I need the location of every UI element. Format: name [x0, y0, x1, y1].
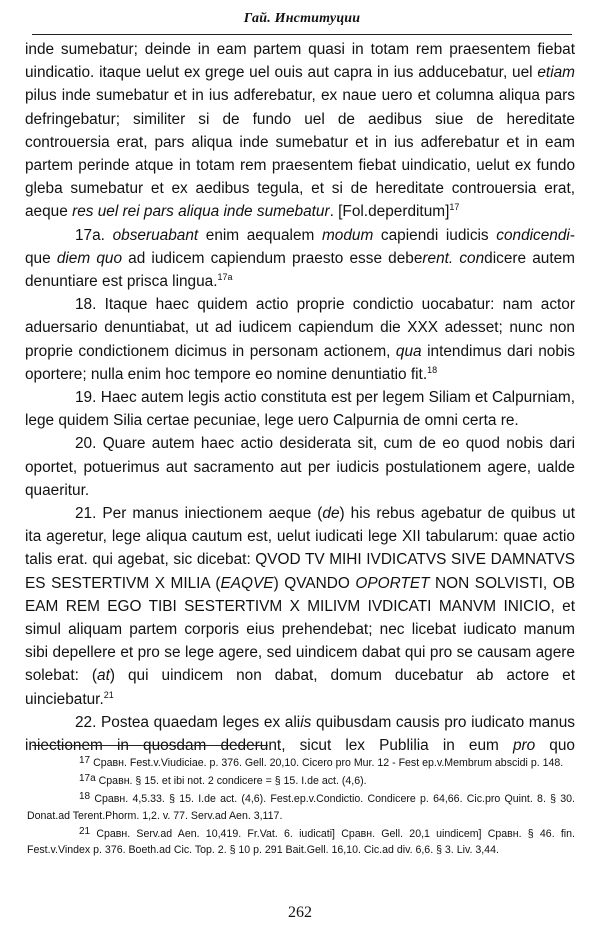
footnotes	[27, 755, 575, 860]
text-run: capiendi iudicis	[373, 226, 497, 244]
text-run: 19. Haec autem legis actio constituta est per legem Siliam et Calpurniam, lege quidem Silia certae pecuniae, lege uero Calpurnia de omni certa re.	[25, 389, 575, 430]
text-run: intendimus dari nobis oportere; nulla enim hoc tempore eo nomine denuntiatio fit.	[25, 342, 575, 383]
text-run: quo	[535, 737, 575, 755]
italic-text: res uel rei pars aliqua inde sumebatur	[72, 203, 330, 221]
text-run: ad iudicem capiendum praesto esse debe	[122, 249, 423, 267]
italic-text: is	[300, 713, 312, 731]
footnote-reference: 17	[449, 202, 460, 213]
italic-text: at	[97, 667, 110, 685]
text-run: pilus inde sumebatur et in ius adferebatur, ex naue uero et columna aliqua pars defringebatur; similiter si de fundo uel de aedibus siue de hereditate controuersia erat, pars aliqua inde sumebatur et in ius adferebatur et in eam partem perinde atque in totam rem praesentem fiebat uindicatio, uelut ex fundo gleba sumebatur et ex aedibus tegula, et si de hereditate controuersia erat, aeque	[25, 87, 575, 221]
italic-text: condicendi	[496, 226, 570, 244]
text-run: ) his rebus agebatur de quibus ut ita ageretur, lege aliqua cautum est, uelut iudicati lege XII tabularum: quae actio talis erat. qui agebat, sic dicebat: QVOD TV MIHI IVDICATVS SIVE DAMNATVS ES SESTERTIVM X MILIA (	[25, 505, 575, 592]
italic-text: etiam	[537, 64, 575, 82]
footnote-separator	[32, 745, 268, 746]
footnote-17	[27, 755, 575, 771]
text-run: 18. Itaque haec quidem actio proprie condictio uocabatur: nam actor aduersario denuntiabat, ut ad iudicem capiendum die XXX adesset; nunc non proprie condictionem dicimus in personam actionem,	[25, 296, 575, 360]
text-run: . [Fol.deperditum]	[329, 203, 450, 221]
footnote-mark: 17	[79, 755, 91, 766]
paragraph-20	[25, 432, 575, 502]
text-run: 21. Per manus iniectionem aeque (	[75, 505, 323, 523]
paragraph-21	[25, 502, 575, 711]
footnote-reference: 21	[103, 689, 114, 700]
italic-text: pro	[512, 737, 536, 755]
paragraph-17a	[25, 224, 575, 294]
text-run: ) QVANDO	[273, 574, 356, 592]
paragraph-continuation	[25, 38, 575, 224]
text-run: dicere autem denuntiare est prisca lingua.	[25, 249, 575, 291]
footnote-mark: 17a	[79, 773, 96, 785]
footnote-mark: 18	[79, 791, 91, 803]
footnote-17a	[27, 773, 575, 789]
text-run: 20. Quare autem haec actio desiderata sit, cum de eo quod nobis dari oportet, potuerimus aut sacramento aut per iudicis postulationem agere, ualde quaeritur.	[25, 435, 575, 499]
footnote-text: Сравн. 4,5.33. § 15. I.de act. (4,6). Fest.ep.v.Condictio. Condicere p. 64,66. Cic.pro Quint. 8. § 30. Donat.ad Terent.Phorm. 1,2. v. 77. Serv.ad Aen. 3,117.	[27, 793, 575, 822]
italic-text: de	[322, 505, 340, 523]
running-header-title: Гай. Институции	[243, 11, 361, 26]
text-run: NON SOLVISTI, OB EAM REM EGO TIBI SESTERTIVM X MILIVM IVDICATI MANVM INICIO, et simul aliquam partem corporis eius prehendebat; nec licebat iudicato manum sibi depellere et pro se lege agere, sed uindicem dabat qui pro se causam agere solebat: (	[25, 574, 575, 685]
paragraph-19	[25, 386, 575, 432]
footnote-mark: 21	[79, 825, 91, 837]
footnote-text: Сравн. § 15. et ibi not. 2 condicere = § 15. I.de act. (4,6).	[95, 775, 367, 788]
text-run: quibusdam causis pro iudicato manus iniectionem in quosdam dederunt, sicut lex Publilia in eum	[25, 713, 575, 755]
paragraph-18	[25, 293, 575, 386]
italic-text: qua	[395, 342, 422, 360]
italic-text: EAQVE	[220, 574, 274, 592]
text-run: 17a.	[75, 226, 113, 244]
paragraph-22	[25, 711, 575, 757]
footnote-reference: 18	[427, 364, 438, 375]
footnote-18	[27, 791, 575, 823]
main-text	[25, 38, 575, 757]
text-run: ) qui uindicem non dabat, domum ducebatur ab actore et uinciebatur.	[25, 667, 575, 708]
footnote-reference: 17a	[217, 272, 233, 283]
text-run: -que	[25, 226, 575, 267]
page-number: 262	[288, 904, 312, 921]
italic-text: modum	[321, 226, 374, 244]
text-run: enim aequalem	[198, 226, 322, 244]
italic-text: OPORTET	[355, 574, 430, 592]
italic-text: obseruabant	[112, 226, 199, 244]
italic-text: rent. con	[422, 249, 485, 267]
footnote-text: Сравн. Fest.v.Viudiciae. p. 376. Gell. 20,10. Cicero pro Mur. 12 - Fest ep.v.Membrum abscidi p. 148.	[90, 757, 564, 769]
text-run: 22. Postea quaedam leges ex ali	[75, 713, 301, 731]
footnote-21	[27, 826, 575, 858]
running-header	[32, 6, 572, 35]
italic-text: diem quo	[56, 249, 123, 267]
footnote-text: Сравн. Serv.ad Aen. 10,419. Fr.Vat. 6. iudicati] Сравн. Gell. 20,1 uindicem] Сравн. § 46. fin. Fest.v.Vindex p. 376. Boeth.ad Cic. Top. 2. § 10 p. 291 Bait.Gell. 16,10. Cic.ad div. 6,6. § 3. Liv. 3,44.	[27, 827, 575, 857]
text-run: inde sumebatur; deinde in eam partem quasi in totam rem praesentem fiebat uindicatio. itaque uelut ex grege uel ouis aut capra in ius adducebatur, uel	[25, 41, 575, 82]
